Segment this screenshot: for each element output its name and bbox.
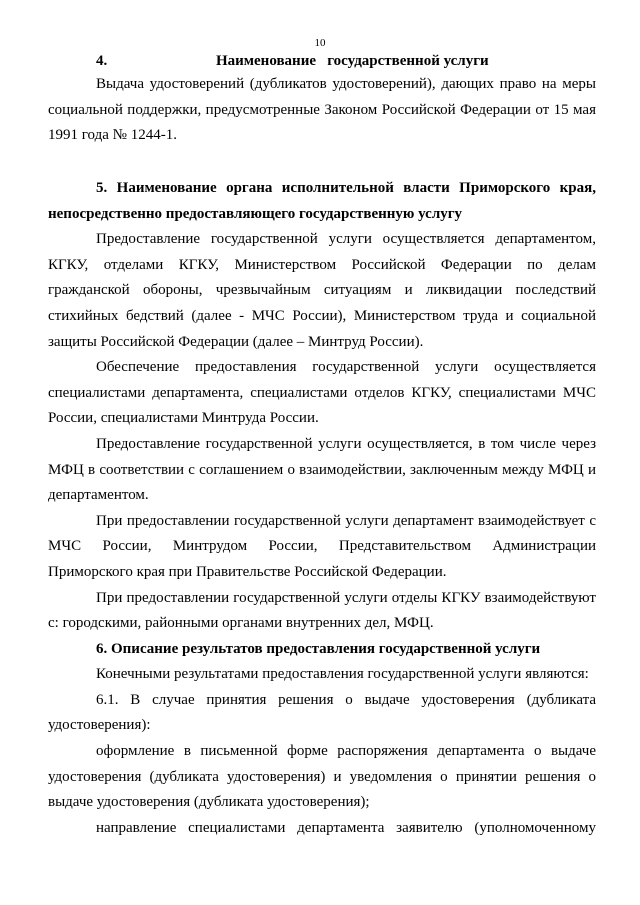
section-6-paragraph-1: Конечными результатами предоставления государственной услуги являются: [96,666,589,683]
section-5-paragraph-4: При предоставлении государственной услуги департамент взаимодействует с МЧС России, Минтрудом России, Представительством Администрации Приморского края при Правительстве Российской Федерации. [48,512,596,580]
section-6-title: 6. Описание результатов предоставления государственной услуги [96,640,541,657]
section-4-title: Наименование государственной услуги [216,53,489,69]
section-5-paragraph-5: При предоставлении государственной услуги отделы КГКУ взаимодействуют с: городскими, районными органами внутренних дел, МФЦ. [48,589,596,632]
section-5-paragraph-2: Обеспечение предоставления государственной услуги осуществляется специалистами департамента, специалистами отделов КГКУ, специалистами МЧС России, специалистами Минтруда России. [48,359,596,427]
section-6-paragraph-4: направление специалистами департамента заявителю (уполномоченному [96,819,596,836]
section-5-title: 5. Наименование органа исполнительной власти Приморского края, непосредственно предоставляющего государственную услугу [48,180,596,222]
section-5 [48,176,596,841]
section-6-paragraph-3: оформление в письменной форме распоряжения департамента о выдаче удостоверения (дубликата удостоверения) и уведомления о принятии решения о выдаче удостоверения (дубликата удостоверения); [48,743,596,811]
section-5-paragraph-1: Предоставление государственной услуги осуществляется департаментом, КГКУ, отделами КГКУ, Министерством Российской Федерации по делам гражданской обороны, чрезвычайным ситуациям и ликвидации последствий стихийных бедствий (далее - МЧС России), Министерством труда и социальной защиты Российской Федерации (далее – Минтруд России). [48,231,596,350]
section-6-paragraph-2: 6.1. В случае принятия решения о выдаче удостоверения (дубликата удостоверения): [48,691,596,734]
section-5-paragraph-3: Предоставление государственной услуги осуществляется, в том числе через МФЦ в соответствии с соглашением о взаимодействии, заключенным между МФЦ и департаментом. [48,435,596,504]
page-number: 10 [314,37,326,49]
section-4-paragraph: Выдача удостоверений (дубликатов удостоверений), дающих право на меры социальной поддержки, предусмотренные Законом Российской Федерации от 15 мая 1991 года № 1244-1. [48,76,596,144]
section-4-number: 4. [96,53,108,69]
section-4-body [48,72,596,149]
